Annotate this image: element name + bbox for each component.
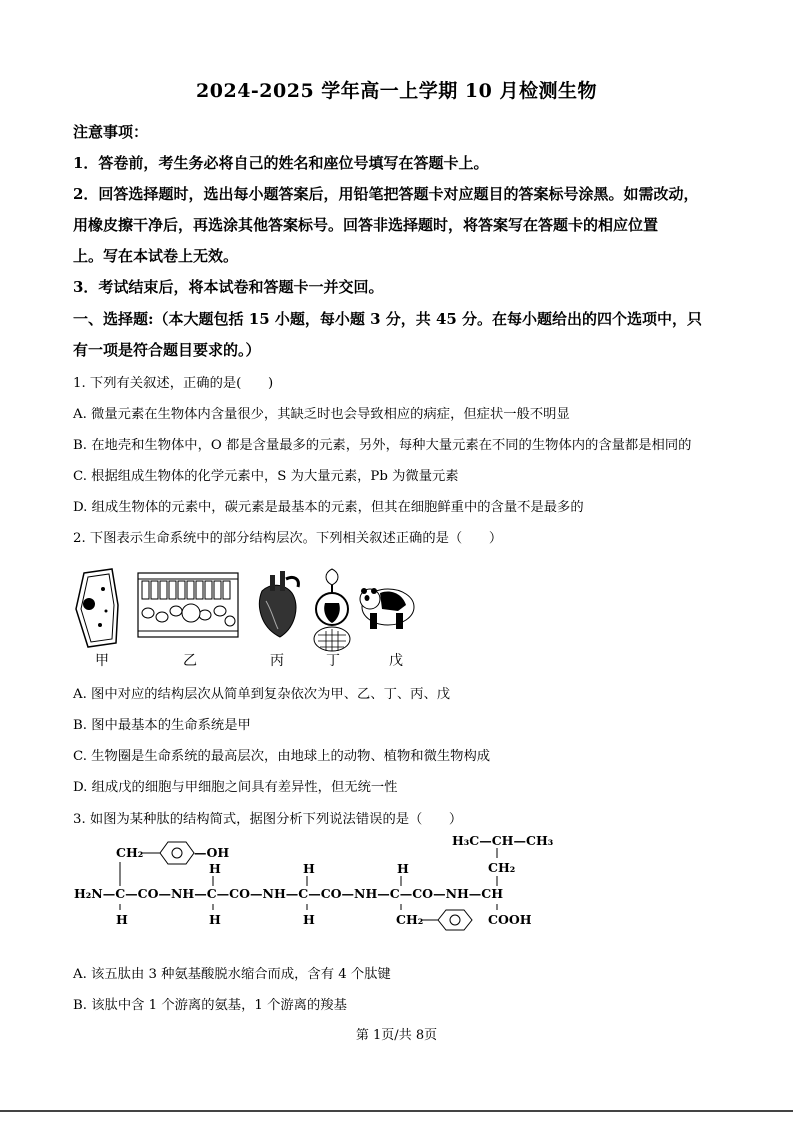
peptide-h-4: H: [303, 861, 315, 876]
page-bottom-rule: [0, 1110, 793, 1112]
question-2-option-c: C. 生物圈是生命系统的最高层次，由地球上的动物、植物和微生物构成: [73, 749, 491, 764]
figure-label-yi: 乙: [183, 653, 197, 669]
notice-item-2: 2．回答选择题时，选出每小题答案后，用铅笔把答题卡对应题目的答案标号涂黑。如需改动，: [73, 185, 699, 203]
question-1-option-b: B. 在地壳和生物体中，O 都是含量最多的元素，另外，每种大量元素在不同的生物体内的含量都是相同的: [73, 438, 692, 453]
peptide-h-2: H: [209, 861, 221, 876]
peptide-h-5: H: [303, 912, 315, 927]
peptide-r5-ch2: CH₂: [488, 860, 516, 875]
notice-item-1: 1．答卷前，考生务必将自己的姓名和座位号填写在答题卡上。: [73, 154, 489, 172]
heart-illustration: [259, 571, 298, 637]
page-number-footer: 第 1页/共 8页: [355, 1028, 438, 1043]
peptide-structure-formula: [70, 828, 570, 948]
life-system-levels-figure: [70, 565, 430, 670]
peptide-h-3: H: [209, 912, 221, 927]
question-1-option-a: A. 微量元素在生物体内含量很少，其缺乏时也会导致相应的病症，但症状一般不明显: [73, 407, 570, 422]
figure-label-jia: 甲: [95, 653, 109, 669]
question-1-stem: 1. 下列有关叙述，正确的是( ): [73, 376, 274, 391]
question-3-stem: 3. 如图为某种肽的结构简式，据图分析下列说法错误的是（ ）: [73, 812, 463, 827]
question-1-option-d: D. 组成生物体的元素中，碳元素是最基本的元素，但其在细胞鲜重中的含量不是最多的: [73, 500, 584, 515]
question-3-option-a: A. 该五肽由 3 种氨基酸脱水缩合而成，含有 4 个肽键: [73, 967, 391, 982]
notice-heading: 注意事项：: [73, 123, 149, 141]
notice-item-2-cont: 用橡皮擦干净后，再选涂其他答案标号。回答非选择题时，将答案写在答题卡的相应位置: [73, 216, 659, 234]
leaf-tissue-illustration: [138, 573, 238, 637]
page-title: 2024-2025 学年高一上学期 10 月检测生物: [196, 80, 597, 102]
notice-item-2-end: 上。写在本试卷上无效。: [73, 247, 239, 265]
peptide-main-chain: H₂N—C—CO—NH—C—CO—NH—C—CO—NH—C—CO—NH—CH: [74, 886, 504, 901]
peptide-r5-top: H₃C—CH—CH₃: [452, 833, 554, 848]
peptide-cooh: COOH: [488, 912, 532, 927]
question-2-stem: 2. 下图表示生命系统中的部分结构层次。下列相关叙述正确的是（ ）: [73, 531, 503, 546]
figure-label-bing: 丙: [270, 653, 284, 669]
question-2-option-d: D. 组成戊的细胞与甲细胞之间具有差异性，但无统一性: [73, 780, 398, 795]
peptide-r1-ch2: CH₂: [116, 845, 144, 860]
question-1-option-c: C. 根据组成生物体的化学元素中，S 为大量元素，Pb 为微量元素: [73, 469, 459, 484]
section-heading-cont: 有一项是符合题目要求的。）: [73, 341, 261, 359]
plant-cell-illustration: [76, 569, 118, 647]
peptide-r1-oh: —OH: [194, 845, 230, 860]
circulatory-system-illustration: [314, 569, 350, 651]
figure-label-ding: 丁: [326, 653, 340, 669]
peptide-r4-ch2: CH₂: [396, 912, 424, 927]
notice-item-3: 3．考试结束后，将本试卷和答题卡一并交回。: [73, 278, 384, 296]
section-heading: 一、选择题:（本大题包括 15 小题，每小题 3 分，共 45 分。在每小题给出的四个选项中，只: [73, 310, 703, 328]
question-3-option-b: B. 该肽中含 1 个游离的氨基，1 个游离的羧基: [73, 998, 347, 1013]
question-2-option-a: A. 图中对应的结构层次从简单到复杂依次为甲、乙、丁、丙、戊: [73, 687, 451, 702]
question-2-option-b: B. 图中最基本的生命系统是甲: [73, 718, 251, 733]
figure-label-wu: 戊: [389, 653, 403, 669]
peptide-h-1: H: [116, 912, 128, 927]
panda-illustration: [360, 588, 414, 629]
peptide-h-6: H: [397, 861, 409, 876]
